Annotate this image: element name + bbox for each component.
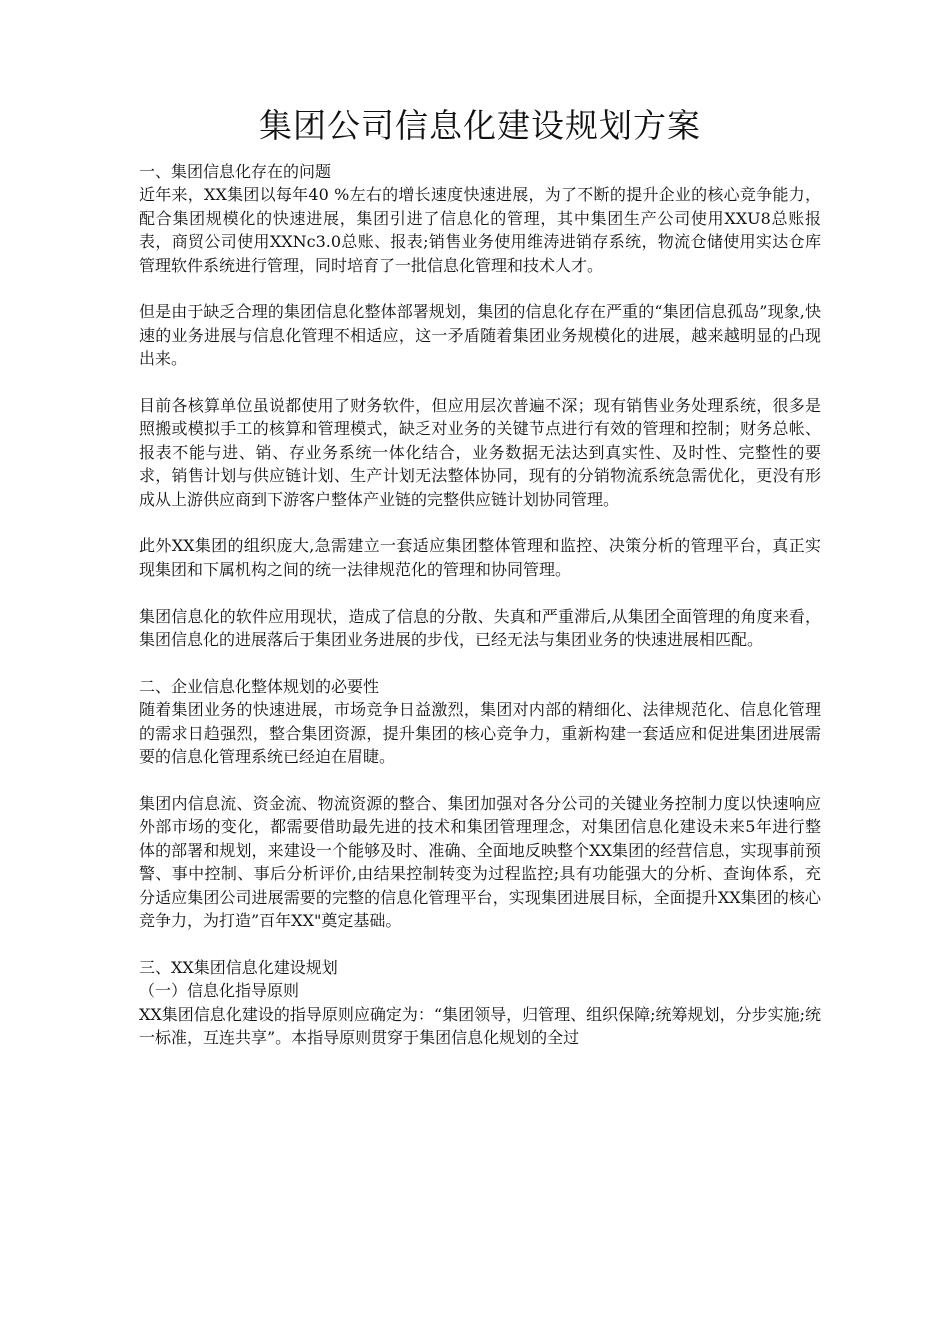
section-3-paragraph-1: XX集团信息化建设的指导原则应确定为：“集团领导，归管理、组织保障;统筹规划，分步实施;统一标准，互连共享”。本指导原则贯穿于集团信息化规划的全过	[139, 1004, 821, 1047]
section-1-paragraph-5: 集团信息化的软件应用现状，造成了信息的分散、失真和严重滞后,从集团全面管理的角度来看，集团信息化的进展落后于集团业务进展的步伐，已经无法与集团业务的快速进展相匹配。	[139, 606, 821, 650]
section-2-heading: 二、企业信息化整体规划的必要性	[139, 676, 380, 696]
section-1-paragraph-1: 近年来，XX集团以每年40 %左右的增长速度快速进展，为了不断的提升企业的核心竞争能力，配合集团规模化的快速进展，集团引进了信息化的管理，其中集团生产公司使用XXU8总账报表，商贸公司使用XXNc3.0总账、报表;销售业务使用维涛进销存系统，物流仓储使用实达仓库管理软件系统进行管理，同时培育了一批信息化管理和技术人才。	[139, 185, 821, 275]
paragraph-gap	[139, 511, 821, 534]
section-3-subheading: （一）信息化指导原则	[139, 981, 300, 1001]
paragraph-gap	[139, 768, 821, 791]
paragraph-gap	[139, 651, 821, 674]
document-title: 集团公司信息化建设规划方案	[259, 106, 701, 145]
section-1-heading: 一、集团信息化存在的问题	[139, 162, 332, 181]
section-1-paragraph-3: 目前各核算单位虽说都使用了财务软件，但应用层次普遍不深；现有销售业务处理系统，很多是照搬或模拟手工的核算和管理模式，缺乏对业务的关键节点进行有效的管理和控制；财务总帐、报表不能与进、销、存业务系统一体化结合，业务数据无法达到真实性、及时性、完整性的要求，销售计划与供应链计划、生产计划无法整体协同，现有的分销物流系统急需优化，更没有形成从上游供应商到下游客户整体产业链的完整供应链计划协同管理。	[139, 396, 821, 509]
paragraph-gap	[139, 581, 821, 604]
section-2-paragraph-2: 集团内信息流、资金流、物流资源的整合、集团加强对各分公司的关键业务控制力度以快速响应外部市场的变化，都需要借助最先进的技术和集团管理理念，对集团信息化建设未来5年进行整体的部署和规划，来建设一个能够及时、准确、全面地反映整个XX集团的经营信息，实现事前预警、事中控制、事后分析评价,由结果控制转变为过程监控;具有功能强大的分析、查询体系，充分适应集团公司进展需要的完整的信息化管理平台，实现集团进展目标，全面提升XX集团的核心竞争力，为打造”百年XX"奠定基础。	[139, 793, 821, 930]
paragraph-gap	[139, 277, 821, 300]
paragraph-gap	[139, 371, 821, 394]
document-page	[139, 98, 821, 1049]
section-3-heading: 三、XX集团信息化建设规划	[139, 957, 338, 977]
section-1-paragraph-2: 但是由于缺乏合理的集团信息化整体部署规划，集团的信息化存在严重的“集团信息孤岛”现象,快速的业务进展与信息化管理不相适应，这一矛盾随着集团业务规模化的进展，越来越明显的凸现出来。	[139, 302, 821, 369]
section-2-paragraph-1: 随着集团业务的快速进展，市场竞争日益激烈，集团对内部的精细化、法律规范化、信息化管理的需求日趋强烈，整合集团资源，提升集团的核心竞争力，重新构建一套适应和促进集团进展需要的信息化管理系统已经迫在眉睫。	[139, 700, 821, 767]
paragraph-gap	[139, 932, 821, 955]
section-1-paragraph-4: 此外XX集团的组织庞大,急需建立一套适应集团整体管理和监控、决策分析的管理平台，真正实现集团和下属机构之间的统一法律规范化的管理和协同管理。	[139, 536, 821, 579]
